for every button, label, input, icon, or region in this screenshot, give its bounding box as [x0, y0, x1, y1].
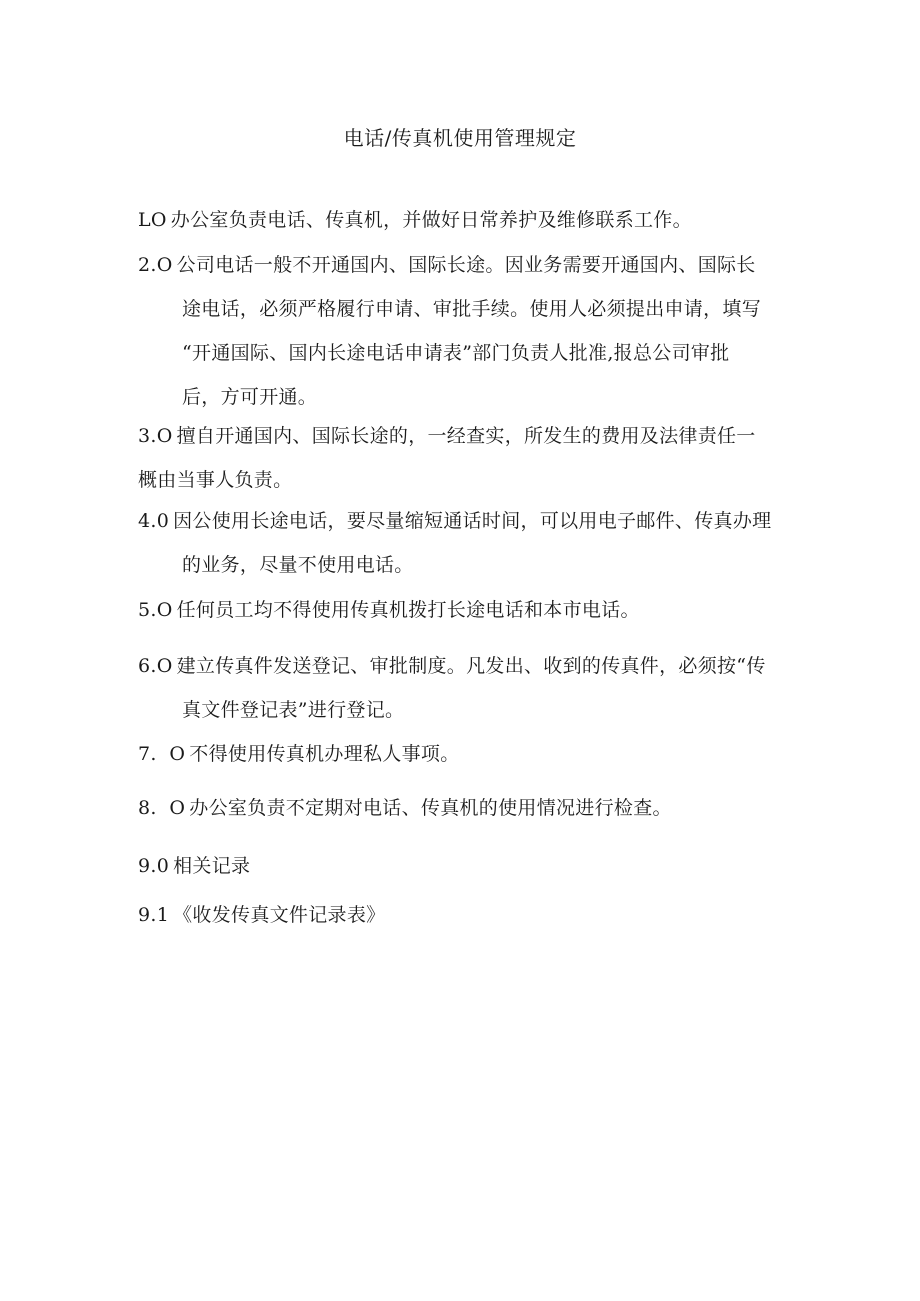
clause-number: 5.O: [138, 599, 173, 621]
clause-3: [138, 414, 788, 502]
clause-number: LO: [138, 209, 167, 231]
clause-text: 擅自开通国内、国际长途的，一经查实，所发生的费用及法律责任一: [176, 425, 756, 447]
clause-line: 的业务，尽量不使用电话。: [182, 554, 414, 576]
clause-4: [138, 499, 788, 587]
clause-number: 3.O: [138, 425, 173, 447]
clause-number: 7. O: [138, 743, 186, 765]
clause-number: 9.1: [138, 904, 170, 926]
clause-line: [138, 732, 788, 776]
clause-line: 途电话，必须严格履行申请、审批手续。使用人必须提出申请，填写: [182, 298, 762, 320]
clause-8: [138, 786, 788, 830]
clause-line: “开通国际、国内长途电话申请表”部门负责人批准,报总公司审批: [182, 342, 730, 364]
clause-line: [138, 414, 788, 458]
clause-2: [138, 243, 788, 419]
clause-line: 概由当事人负责。: [138, 469, 293, 491]
clause-9-1: [138, 893, 788, 937]
clause-line: [138, 786, 788, 830]
clause-text: 公司电话一般不开通国内、国际长途。因业务需要开通国内、国际长: [176, 254, 756, 276]
clause-7: [138, 732, 788, 776]
clause-9: [138, 844, 788, 888]
clause-text: 办公室负责不定期对电话、传真机的使用情况进行检查。: [189, 797, 672, 819]
clause-number: 4.0: [138, 510, 170, 532]
clause-line: [138, 588, 788, 632]
clause-line: [138, 198, 788, 242]
clause-text: 相关记录: [173, 855, 251, 877]
clause-line: [138, 499, 788, 543]
document-title: 电话/传真机使用管理规定: [343, 126, 577, 150]
clause-text: 建立传真件发送登记、审批制度。凡发出、收到的传真件，必须按“传: [176, 655, 766, 677]
clause-line: [138, 844, 788, 888]
clause-line: 真文件登记表”进行登记。: [182, 699, 405, 721]
clause-number: 8. O: [138, 797, 186, 819]
clause-line: 后，方可开通。: [182, 386, 318, 408]
clause-number: 2.O: [138, 254, 173, 276]
clause-text: 《收发传真文件记录表》: [173, 904, 386, 926]
clause-text: 任何员工均不得使用传真机拨打长途电话和本市电话。: [176, 599, 640, 621]
clause-number: 6.O: [138, 655, 173, 677]
clause-6: [138, 644, 788, 732]
clause-1: [138, 198, 788, 242]
clause-text: 不得使用传真机办理私人事项。: [189, 743, 460, 765]
clause-line: [138, 243, 788, 287]
clause-line: [138, 644, 788, 688]
clause-5: [138, 588, 788, 632]
clause-line: [138, 893, 788, 937]
clause-text: 因公使用长途电话，要尽量缩短通话时间，可以用电子邮件、传真办理: [173, 510, 772, 532]
clause-number: 9.0: [138, 855, 170, 877]
clause-text: 办公室负责电话、传真机，并做好日常养护及维修联系工作。: [170, 209, 692, 231]
